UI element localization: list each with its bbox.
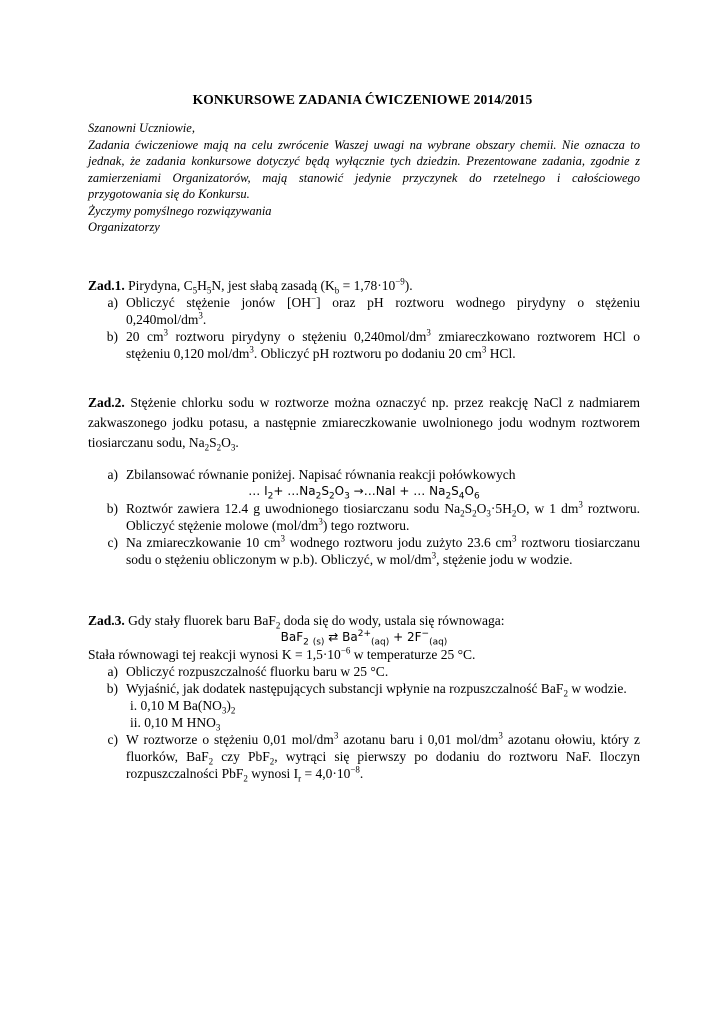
task-2-equation: … $I_2+$ $\dots Na_2S_2O_3$ →…NaI + … $Na_2S_4O_6$: [248, 484, 480, 502]
task-1-b: [88, 328, 640, 362]
task-3-constant: Stała równowagi tej reakcji wynosi $K = 1,5\cdot 10^{-6}$ w temperaturze 25 °C.: [88, 645, 476, 662]
task-1-lead: Pirydyna, $C_5H_5N$, jest słabą zasadą $(K_b = 1,78\cdot 10^{-9})$.: [128, 276, 413, 296]
task-1-b-text: 20 $cm^3$ roztworu pirydyny o stężeniu $0,240mol/dm^3$ zmiareczkowano roztworem HCl o stężeniu 0,120 mol/$dm^3$. Obliczyć pH roztworu po dodaniu 20 $cm^3$ HCl.: [126, 327, 640, 361]
task-2-c: [88, 534, 640, 568]
task-2-label: Zad.2.: [88, 395, 125, 410]
task-2-items: [88, 466, 640, 568]
task-3-b-i: i. 0,10 M $Ba(NO_3)_2$: [130, 698, 236, 716]
task-2-b: [88, 500, 640, 534]
marker-a: a): [107, 467, 118, 482]
task-1: [88, 277, 640, 362]
intro-signature: Organizatorzy: [88, 220, 160, 234]
marker-b: b): [106, 329, 118, 344]
marker-a: a): [107, 295, 118, 310]
task-1-a: [88, 294, 640, 328]
task-3-a: [88, 663, 640, 680]
task-1-a-text: Obliczyć stężenie jonów [OH−] oraz pH roztworu wodnego pirydyny o stężeniu $0,240mol/dm^3$.: [126, 293, 640, 327]
marker-c: c): [107, 732, 118, 747]
task-3-b-ii: ii. 0,10 M $HNO_3$: [130, 715, 221, 733]
intro-body: Zadania ćwiczeniowe mają na celu zwrócenie Waszej uwagi na wybrane obszary chemii. Nie oznacza to jednak, że zadania konkursowe dotyczyć będą wyłącznie tych dziedzin. Prezentowane zadania, zgodnie z zamierzeniami Organizatorów, mają stanowić jedynie przyczynek do rzetelnego i całościowego przygotowania się do Konkursu.: [88, 137, 640, 201]
intro-greeting: Szanowni Uczniowie,: [88, 121, 195, 135]
marker-b: b): [106, 681, 118, 696]
task-3-c-text: W roztworze o stężeniu 0,01 mol/$dm^3$ azotanu baru i 0,01 mol/$dm^3$ azotanu ołowiu, który z fluorków, BaF$_2$ czy PbF$_2$, wytrąci się pierwszy po dodaniu do roztworu NaF. Iloczyn rozpuszczalności PbF$_2$ wynosi $I_r = 4,0\cdot 10^{-8}$.: [126, 730, 641, 784]
task-2-a-text: Zbilansować równanie poniżej. Napisać równania reakcji połówkowych: [126, 467, 516, 482]
task-2-a: [88, 466, 640, 483]
task-2: [88, 393, 640, 453]
task-3-label: Zad.3.: [88, 613, 125, 628]
task-3-b: [88, 680, 640, 697]
marker-a: a): [107, 664, 118, 679]
task-3-c: [88, 731, 640, 782]
task-3-equation: BaF$_2$ $_{(s)}$ ⇄ $Ba^{2+}_{(aq)} + 2F^-_{(aq)}$: [280, 629, 448, 648]
task-3: [88, 612, 640, 782]
marker-c: c): [107, 535, 118, 550]
task-2-lead: Stężenie chlorku sodu w roztworze można oznaczyć np. przez reakcję NaCl z nadmiarem zakwaszonego jodku potasu, a następnie zmiareczkowanie uwolnionego jodu wodnym roztworem tiosiarczanu sodu, $Na_2S_2O_3$.: [88, 395, 641, 453]
task-3-a-text: Obliczyć rozpuszczalność fluorku baru w 25 °C.: [126, 664, 389, 679]
page-title: KONKURSOWE ZADANIA ĆWICZENIOWE 2014/2015: [192, 92, 533, 107]
task-2-b-text: Roztwór zawiera 12.4 g uwodnionego tiosiarczanu sodu $Na_2S_2O_3\cdot 5H_2O$, w 1 $dm^3$ roztworu. Obliczyć stężenie molowe $(mol/dm^3)$ tego roztworu.: [126, 499, 640, 533]
intro-wish: Życzymy pomyślnego rozwiązywania: [88, 203, 272, 218]
task-2-c-text: Na zmiareczkowanie 10 $cm^3$ wodnego roztworu jodu zużyto 23.6 $cm^3$ roztworu tiosiarczanu sodu o stężeniu obliczonym w p.b). Obliczyć, w mol/$dm^3$, stężenie jodu w wodzie.: [126, 533, 641, 567]
task-3-lead: Gdy stały fluorek baru BaF$_2$ doda się do wody, ustala się równowaga:: [128, 613, 505, 631]
marker-b: b): [106, 501, 118, 516]
task-1-label: Zad.1.: [88, 278, 125, 293]
intro-note: [88, 120, 640, 236]
task-3-b-text: Wyjaśnić, jak dodatek następujących substancji wpłynie na rozpuszczalność BaF$_2$ w wodzie.: [126, 681, 627, 699]
